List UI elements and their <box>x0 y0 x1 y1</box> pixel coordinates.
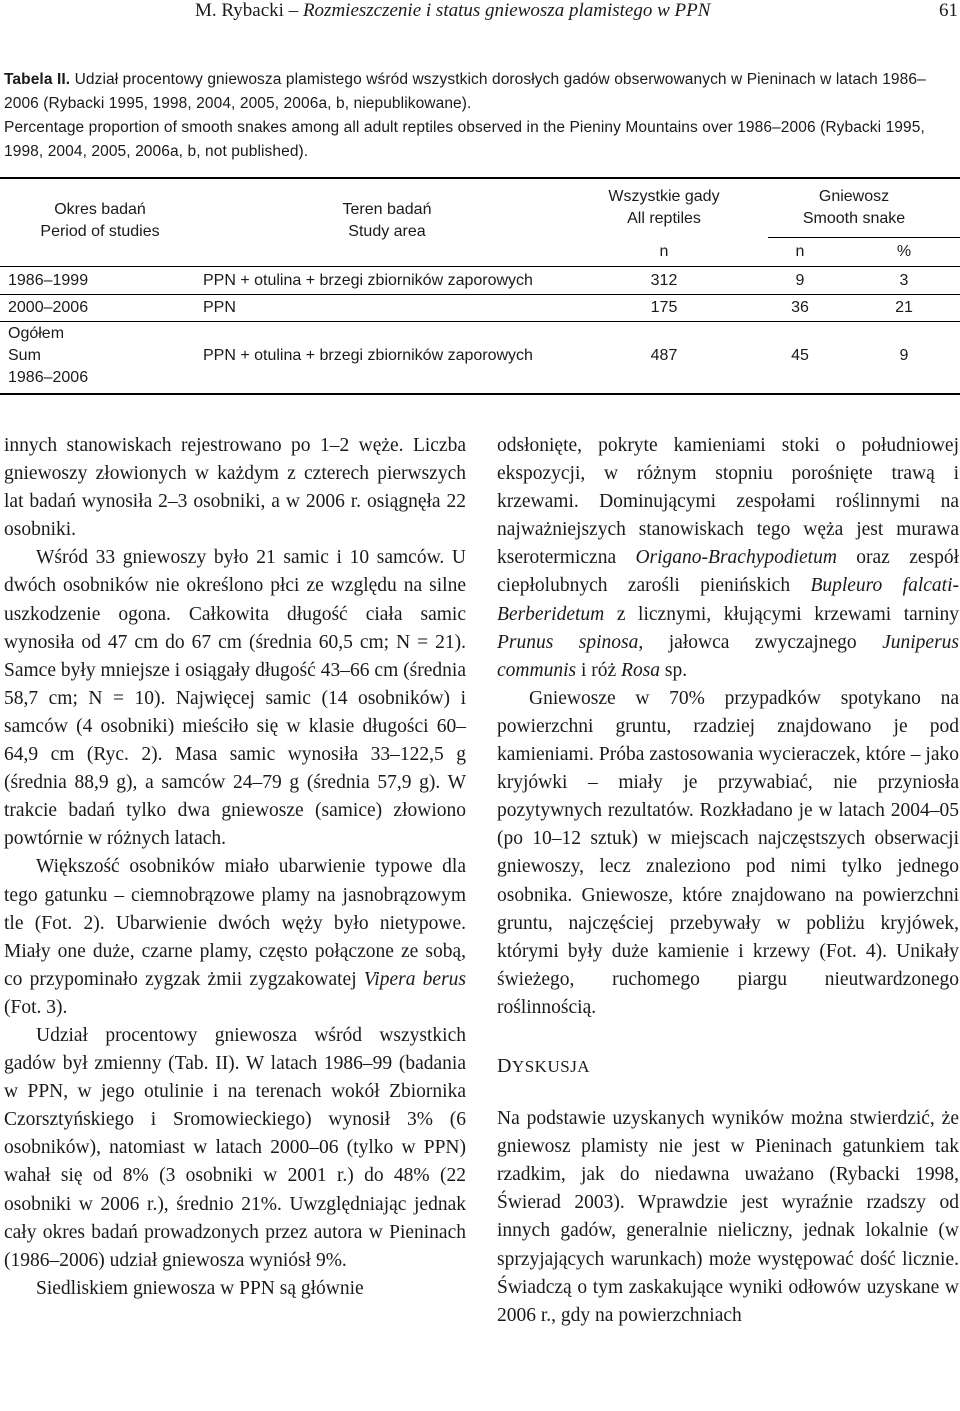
paragraph-text: i róż <box>576 659 622 681</box>
header-bottom-rule <box>0 266 960 267</box>
species-name: Origano-Brachypodietum <box>635 547 837 569</box>
table-top-rule <box>0 177 960 179</box>
row-reptiles-n: 175 <box>650 299 678 316</box>
caption-label: Tabela II. <box>4 71 71 88</box>
header-period-pl: Okres badań <box>54 201 146 218</box>
paragraph-text: z licznymi, kłującymi krzewami tarniny <box>604 603 959 625</box>
right-paragraph: Gniewosze w 70% przypadków spotykano na powierzchni gruntu, rzadziej znajdowano je pod kamieniami. Próba zastosowania wycieraczek, które – jako kryjówki – miały je przywabiać, nie przyniosła pozytywnych rezultatów. Rozkładano je w latach 2004–05 (po 10–12 sztuk) w miejscach najczęstszych obserwacji gniewoszy, lecz znaleziono pod nimi tylko jednego osobnika. Gniewosze, które znajdowano na powierzchni gruntu, najczęściej przebywały w pobliżu kryjówek, którymi były duże kamienie i krzewy (Fot. 4). Unikały świeżego, ruchomego piargu nieutwardzonego roślinnością. <box>497 687 959 1018</box>
page-number: 61 <box>939 0 958 21</box>
row-rule <box>0 294 960 295</box>
header-n-reptiles: n <box>659 243 669 260</box>
paragraph-text: (Fot. 3). <box>4 996 68 1018</box>
header-n-snake: n <box>795 243 805 260</box>
header-snake-rule <box>768 237 960 238</box>
right-column <box>497 432 959 1330</box>
left-column <box>4 432 466 1303</box>
total-snake-n: 45 <box>791 347 809 364</box>
total-period: 1986–2006 <box>8 369 89 386</box>
row-snake-n: 36 <box>791 299 809 316</box>
header-article-title: Rozmieszczenie i status gniewosza plamistego w PPN <box>302 0 711 21</box>
header-reptiles-pl: Wszystkie gady <box>608 188 720 205</box>
species-name: Juniperus communis <box>497 631 959 681</box>
row-period: 1986–1999 <box>8 272 89 289</box>
header-author: M. Rybacki – <box>195 0 303 21</box>
total-reptiles-n: 487 <box>650 347 678 364</box>
row-snake-n: 9 <box>795 272 805 289</box>
table-bottom-rule <box>0 393 960 395</box>
paragraph-text: Większość osobników miało ubarwienie typowe dla tego gatunku – ciemnobrązowe plamy na jasnobrązowym tle (Fot. 2). Ubarwienie dwóch węży było nietypowe. Miały one duże, czarne plamy, często połączone ze sobą, co przypominało zygzak żmii zygzakowatej <box>4 856 466 990</box>
row-period: 2000–2006 <box>8 299 89 316</box>
header-pct-snake: % <box>896 243 912 260</box>
right-paragraph <box>497 432 959 685</box>
right-paragraph: Na podstawie uzyskanych wyników można stwierdzić, że gniewosz plamisty nie jest w Pieninach gatunkiem tak rzadkim, jak do niedawna uważano (Rybacki 1998, Świerad 2003). Wprawdzie jest wyraźnie rzadszy od innych gadów, generalnie nieliczny, jednak lokalnie (w sprzyjających warunkach) może występować dość licznie. Świadczą o tym zaskakujące wyniki odłowów uzyskane w 2006 r., gdy na powierzchniach <box>497 1108 959 1326</box>
row-area: PPN + otulina + brzegi zbiorników zaporowych <box>203 272 533 289</box>
header-area-pl: Teren badań <box>342 201 432 218</box>
section-heading <box>497 1052 959 1081</box>
caption-polish-text: Udział procentowy gniewosza plamistego wśród wszystkich dorosłych gadów obserwowanych w Pieninach w latach 1986–2006 (Rybacki 1995, 1998, 2004, 2005, 2006a, b, niepublikowane). <box>4 71 926 112</box>
total-area: PPN + otulina + brzegi zbiorników zaporowych <box>203 347 533 364</box>
species-name: Prunus spinosa <box>497 631 639 653</box>
species-name: Vipera berus <box>363 968 466 990</box>
total-label-pl: Ogółem <box>8 325 65 342</box>
table-caption <box>4 68 960 164</box>
paragraph-text: oraz zespół ciepłolubnych zarośli pienińskich <box>497 547 960 597</box>
section-heading-rest: YSKUSJA <box>511 1056 591 1076</box>
left-paragraph: innych stanowiskach rejestrowano po 1–2 węże. Liczba gniewoszy złowionych w każdym z czterech pierwszych lat badań wynosiła 2–3 osobniki, a w 2006 r. osiągnęła 22 osobniki. <box>4 435 466 541</box>
row-snake-pct: 3 <box>899 272 909 289</box>
header-snake-pl: Gniewosz <box>818 188 890 205</box>
row-snake-pct: 21 <box>895 299 913 316</box>
running-header <box>0 0 960 28</box>
header-title <box>195 0 710 22</box>
species-name: Bupleuro falcati-Berberidetum <box>497 575 959 625</box>
paragraph-text: sp. <box>660 659 688 681</box>
row-rule <box>0 321 960 322</box>
header-period-en: Period of studies <box>40 223 160 240</box>
paragraph-text: , jałowca zwyczajnego <box>638 631 883 653</box>
left-paragraph: Siedliskiem gniewosza w PPN są głównie <box>36 1277 364 1299</box>
caption-english: Percentage proportion of smooth snakes among all adult reptiles observed in the Pieniny Mountains over 1986–2006 (Rybacki 1995, 1998, 2004, 2005, 2006a, b, not published). <box>4 119 925 160</box>
section-heading-cap: D <box>497 1054 512 1077</box>
header-area-en: Study area <box>348 223 426 240</box>
left-paragraph <box>4 853 466 1022</box>
paragraph-text: odsłonięte, pokryte kamieniami stoki o południowej ekspozycji, w różnym stopniu porośnięte trawą i krzewami. Dominującymi zespołami roślinnymi na najważniejszych stanowiskach tego węża jest murawa kserotermiczna <box>497 435 959 569</box>
header-reptiles-en: All reptiles <box>627 210 701 227</box>
total-label-en: Sum <box>8 347 41 364</box>
total-snake-pct: 9 <box>899 347 909 364</box>
header-snake-en: Smooth snake <box>802 210 906 227</box>
species-name: Rosa <box>621 659 661 681</box>
left-paragraph: Wśród 33 gniewoszy było 21 samic i 10 samców. U dwóch osobników nie określono płci ze względu na silne uszkodzenie ogona. Całkowita długość ciała samic wynosiła od 47 cm do 67 cm (średnia 60,5 cm; N = 21). Samce były mniejsze i osiągały długość 43–66 cm (średnia 58,7 cm; N = 10). Najwięcej samic (14 osobników) i samców (4 osobniki) mieściło się w klasie długości 60–64,9 cm (Ryc. 2). Masa samic wynosiła 33–122,5 g (średnia 88,9 g), a samców 24–79 g (średnia 57,9 g). W trakcie badań tylko dwa gniewosze (samice) złowiono powtórnie w różnych latach. <box>4 547 466 850</box>
caption-polish <box>4 68 960 116</box>
row-area: PPN <box>203 299 236 316</box>
row-reptiles-n: 312 <box>650 272 678 289</box>
left-paragraph: Udział procentowy gniewosza wśród wszystkich gadów był zmienny (Tab. II). W latach 1986–99 (badania w PPN, w jego otulinie i na terenach wokół Zbiornika Czorsztyńskiego i Sromowieckiego) wynosił 3% (6 osobników), natomiast w latach 2000–06 (tylko w PPN) wahał się od 8% (3 osobniki w 2001 r.) do 48% (22 osobniki w 2006 r.), średnio 21%. Uwzględniając jednak cały okres badań prowadzonych przez autora w Pieninach (1986–2006) udział gniewosza wyniósł 9%. <box>4 1024 466 1271</box>
